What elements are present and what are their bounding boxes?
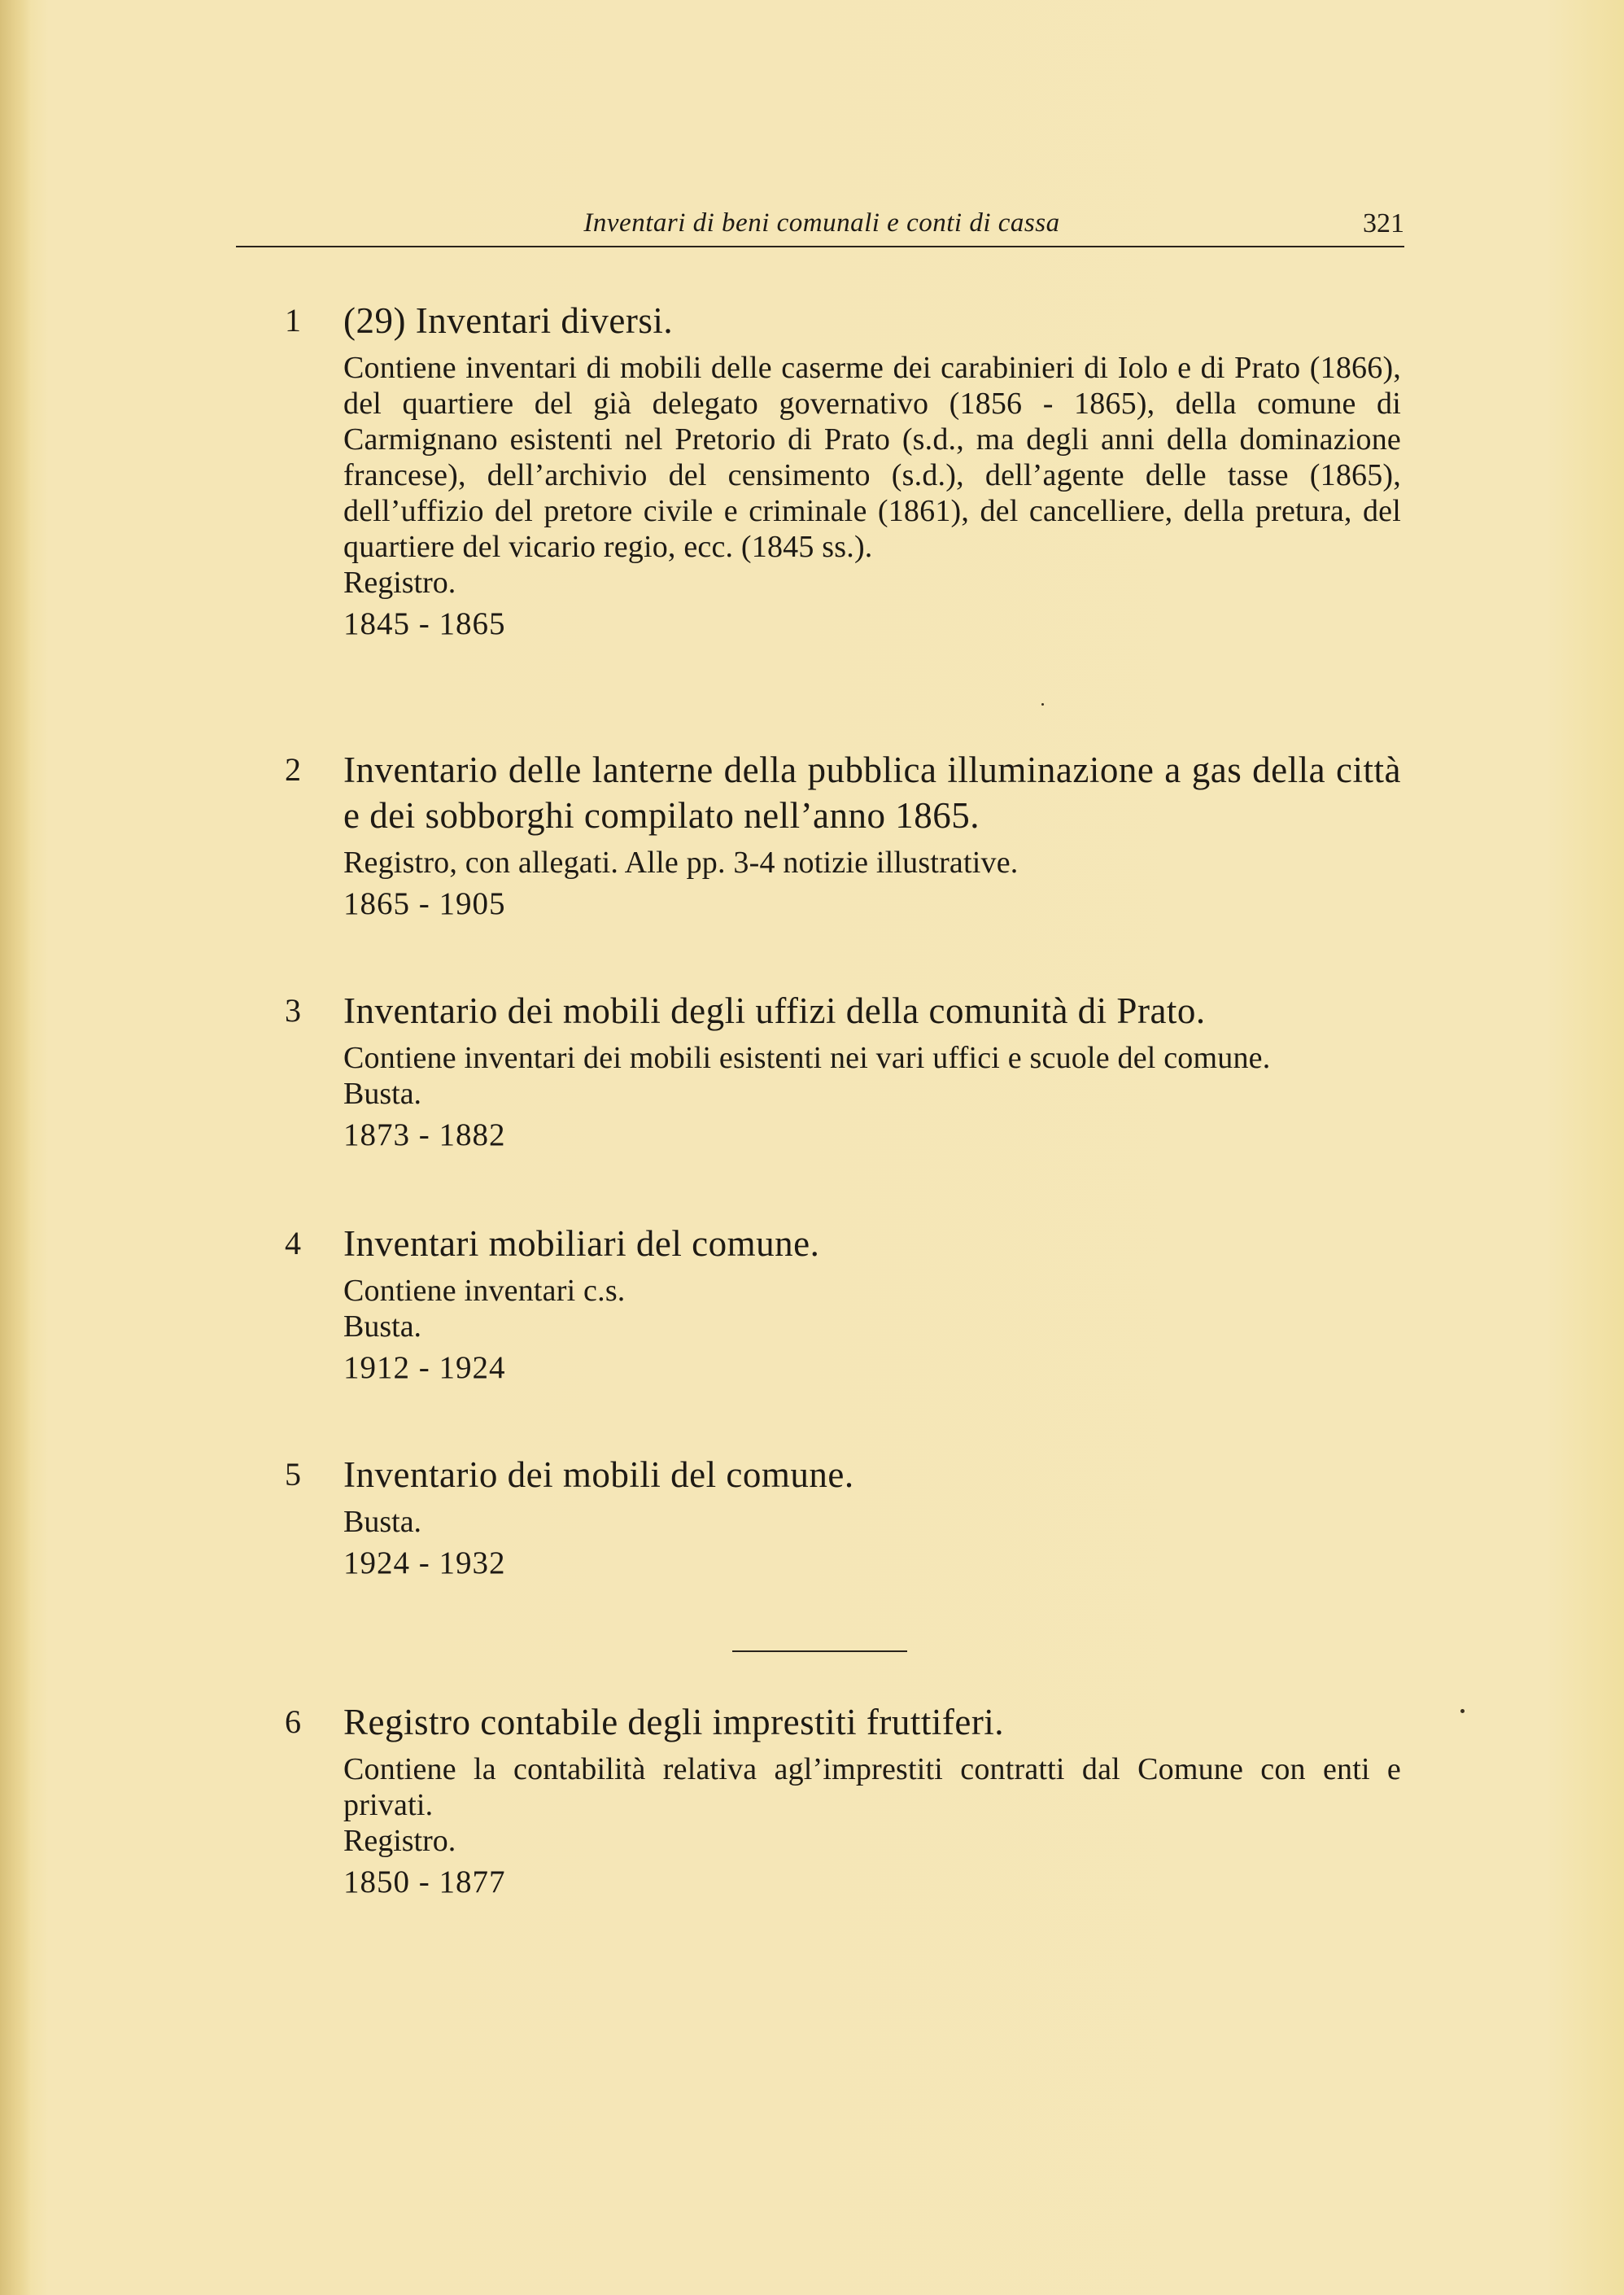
entry-dates: 1912 - 1924 xyxy=(343,1350,506,1385)
entry-title: Inventario dei mobili del comune. xyxy=(343,1454,854,1495)
running-header-title: Inventari di beni comunali e conti di cassa xyxy=(583,208,1060,238)
entry-number: 3 xyxy=(285,992,301,1029)
entry-number: 1 xyxy=(285,302,301,339)
entry-number: 2 xyxy=(285,751,301,788)
entry-body xyxy=(343,1452,1401,1582)
entry-body xyxy=(343,1221,1401,1387)
binding-edge xyxy=(0,0,31,2295)
entry-type: Busta. xyxy=(343,1505,422,1539)
entry-body xyxy=(343,298,1401,643)
entry-description: Contiene inventari di mobili delle caserme dei carabinieri di Iolo e di Prato (1866), del quartiere del già delegato governativo (1856 - 1865), della comune di Carmignano esistenti nel Pretorio di Prato (s.d., ma degli anni della dominazione francese), dell’archivio del censimento (s.d.), dell’agente delle tasse (1865), dell’uffizio del pretore civile e criminale (1861), del cancelliere, della pretura, del quartiere del vicario regio, ecc. (1845 ss.). xyxy=(343,351,1401,564)
entry-description: Contiene la contabilità relativa agl’imprestiti contratti dal Comune con enti e privati. xyxy=(343,1752,1401,1822)
entry-number: 4 xyxy=(285,1225,301,1261)
paper-speck xyxy=(1460,1709,1465,1713)
entry-title: Inventario dei mobili degli uffizi della comunità di Prato. xyxy=(343,990,1206,1031)
entry-body xyxy=(343,747,1401,923)
entry-description: Contiene inventari c.s. xyxy=(343,1274,626,1308)
entry-title: Inventari mobiliari del comune. xyxy=(343,1223,820,1264)
entry-dates: 1845 - 1865 xyxy=(343,606,506,641)
entry-type: Busta. xyxy=(343,1309,422,1344)
running-header xyxy=(236,205,1404,247)
entry-dates: 1873 - 1882 xyxy=(343,1117,506,1152)
entry-title: Inventario delle lanterne della pubblica illuminazione a gas della città e dei sobborghi compilato nell’anno 1865. xyxy=(343,750,1401,836)
entry-type: Busta. xyxy=(343,1077,422,1111)
section-divider xyxy=(732,1650,907,1652)
entry-number: 6 xyxy=(285,1703,301,1740)
entry-dates: 1850 - 1877 xyxy=(343,1864,506,1899)
page-number: 321 xyxy=(1363,208,1404,238)
entry-title: (29) Inventari diversi. xyxy=(343,300,674,341)
entry-body xyxy=(343,988,1401,1154)
entry-body xyxy=(343,1699,1401,1901)
entry-title: Registro contabile degli imprestiti fruttiferi. xyxy=(343,1702,1005,1742)
entry-number: 5 xyxy=(285,1456,301,1493)
entry-type: Registro. xyxy=(343,1824,456,1858)
entry-type: Registro. xyxy=(343,566,456,600)
entry-description: Registro, con allegati. Alle pp. 3-4 notizie illustrative. xyxy=(343,846,1019,880)
entry-dates: 1865 - 1905 xyxy=(343,886,506,921)
entry-description: Contiene inventari dei mobili esistenti nei vari uffici e scuole del comune. xyxy=(343,1041,1271,1075)
paper-speck xyxy=(1041,703,1044,706)
entry-dates: 1924 - 1932 xyxy=(343,1545,506,1580)
